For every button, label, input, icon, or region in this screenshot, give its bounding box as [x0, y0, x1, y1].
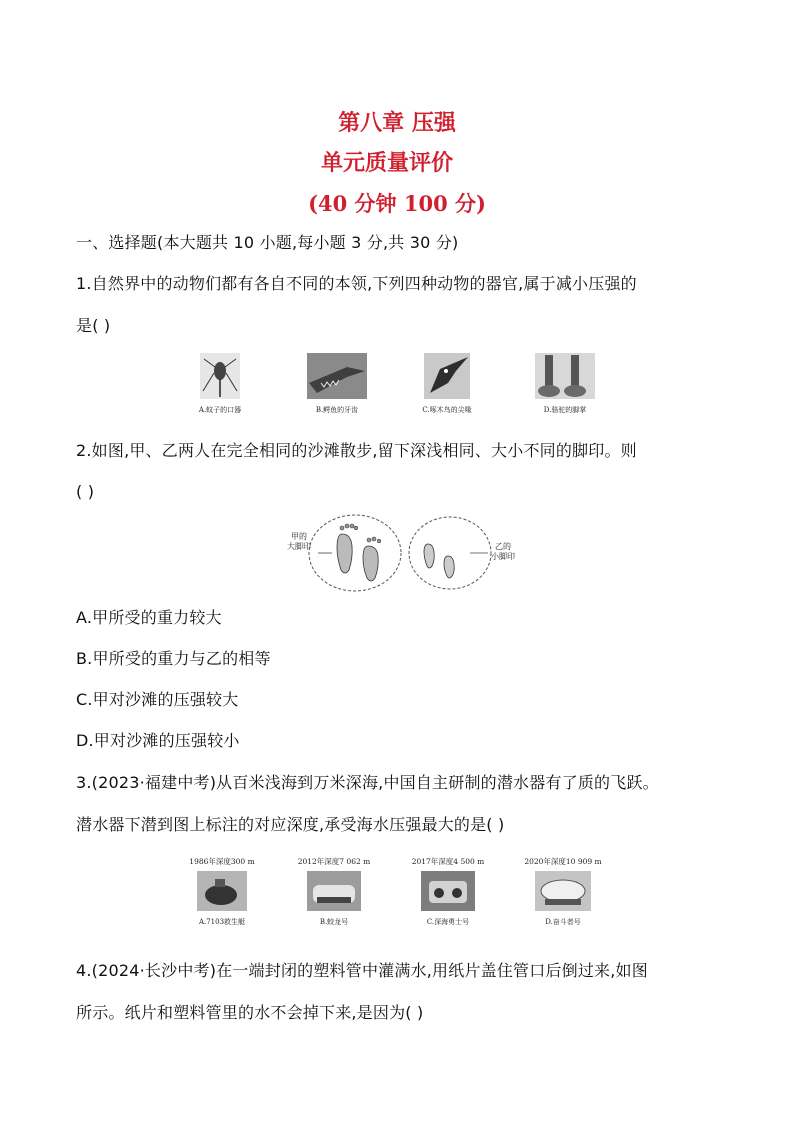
q3-caption-b: B.蛟龙号 — [319, 918, 349, 926]
section-heading: 一、选择题(本大题共 10 小题,每小题 3 分,共 30 分) — [76, 233, 459, 252]
q1-image-a — [188, 353, 252, 415]
q3-image-a — [180, 856, 264, 927]
camel-feet-photo-icon — [535, 353, 595, 399]
q2-option-c: C.甲对沙滩的压强较大 — [76, 690, 239, 709]
footprint-figure — [280, 512, 520, 594]
q3-depth-a: 1986年深度300 m — [189, 857, 255, 866]
page-subtitle: 单元质量评价 — [320, 151, 453, 176]
question-4-line-1: 4.(2024·长沙中考)在一端封闭的塑料管中灌满水,用纸片盖住管口后倒过来,如图 — [76, 961, 648, 980]
q2-option-b: B.甲所受的重力与乙的相等 — [76, 649, 271, 668]
q3-caption-d: D.奋斗者号 — [545, 918, 581, 926]
question-2-line-2: ( ) — [76, 482, 95, 501]
q3-image-b — [292, 856, 376, 927]
question-2-line-1: 2.如图,甲、乙两人在完全相同的沙滩散步,留下深浅相同、大小不同的脚印。则 — [76, 441, 637, 460]
label-small-footprint: 乙的 小脚印 — [491, 542, 515, 561]
q3-caption-a: A.7103救生艇 — [198, 918, 246, 926]
submarine-7103-photo-icon — [197, 871, 247, 911]
q2-option-d: D.甲对沙滩的压强较小 — [76, 731, 240, 750]
crocodile-photo-icon — [307, 353, 367, 399]
q1-caption-d: D.骆驼的脚掌 — [543, 406, 587, 414]
shenhai-yongshi-photo-icon — [421, 871, 475, 911]
q2-option-a: A.甲所受的重力较大 — [76, 608, 222, 627]
fendouzhe-photo-icon — [535, 871, 591, 911]
q1-image-b — [300, 353, 374, 415]
jiaolong-photo-icon — [307, 871, 361, 911]
question-3-line-1: 3.(2023·福建中考)从百米浅海到万米深海,中国自主研制的潜水器有了质的飞跃。 — [76, 773, 659, 792]
q3-depth-d: 2020年深度10 909 m — [524, 857, 602, 866]
question-3-line-2: 潜水器下潜到图上标注的对应深度,承受海水压强最大的是( ) — [76, 815, 505, 834]
question-4-line-2: 所示。纸片和塑料管里的水不会掉下来,是因为( ) — [76, 1003, 424, 1022]
q1-caption-c: C.啄木鸟的尖喙 — [422, 406, 472, 414]
chapter-title: 第八章 压强 — [338, 111, 456, 136]
q3-image-c — [406, 856, 490, 927]
q3-image-d — [518, 856, 608, 927]
q3-depth-b: 2012年深度7 062 m — [297, 857, 371, 866]
q1-image-d — [530, 353, 600, 415]
footprints-diagram-icon — [280, 512, 520, 594]
mosquito-photo-icon — [200, 353, 240, 399]
q1-caption-b: B.鳄鱼的牙齿 — [315, 406, 359, 414]
woodpecker-photo-icon — [424, 353, 470, 399]
q1-caption-a: A.蚊子的口器 — [198, 406, 242, 414]
question-1-line-2: 是( ) — [76, 316, 111, 335]
q3-depth-c: 2017年深度4 500 m — [411, 857, 485, 866]
exam-meta: (40 分钟 100 分) — [308, 191, 486, 216]
question-1-line-1: 1.自然界中的动物们都有各自不同的本领,下列四种动物的器官,属于减小压强的 — [76, 274, 637, 293]
q3-caption-c: C.深海勇士号 — [426, 918, 470, 926]
q1-image-c — [412, 353, 482, 415]
label-big-footprint: 甲的 大脚印 — [287, 532, 311, 551]
